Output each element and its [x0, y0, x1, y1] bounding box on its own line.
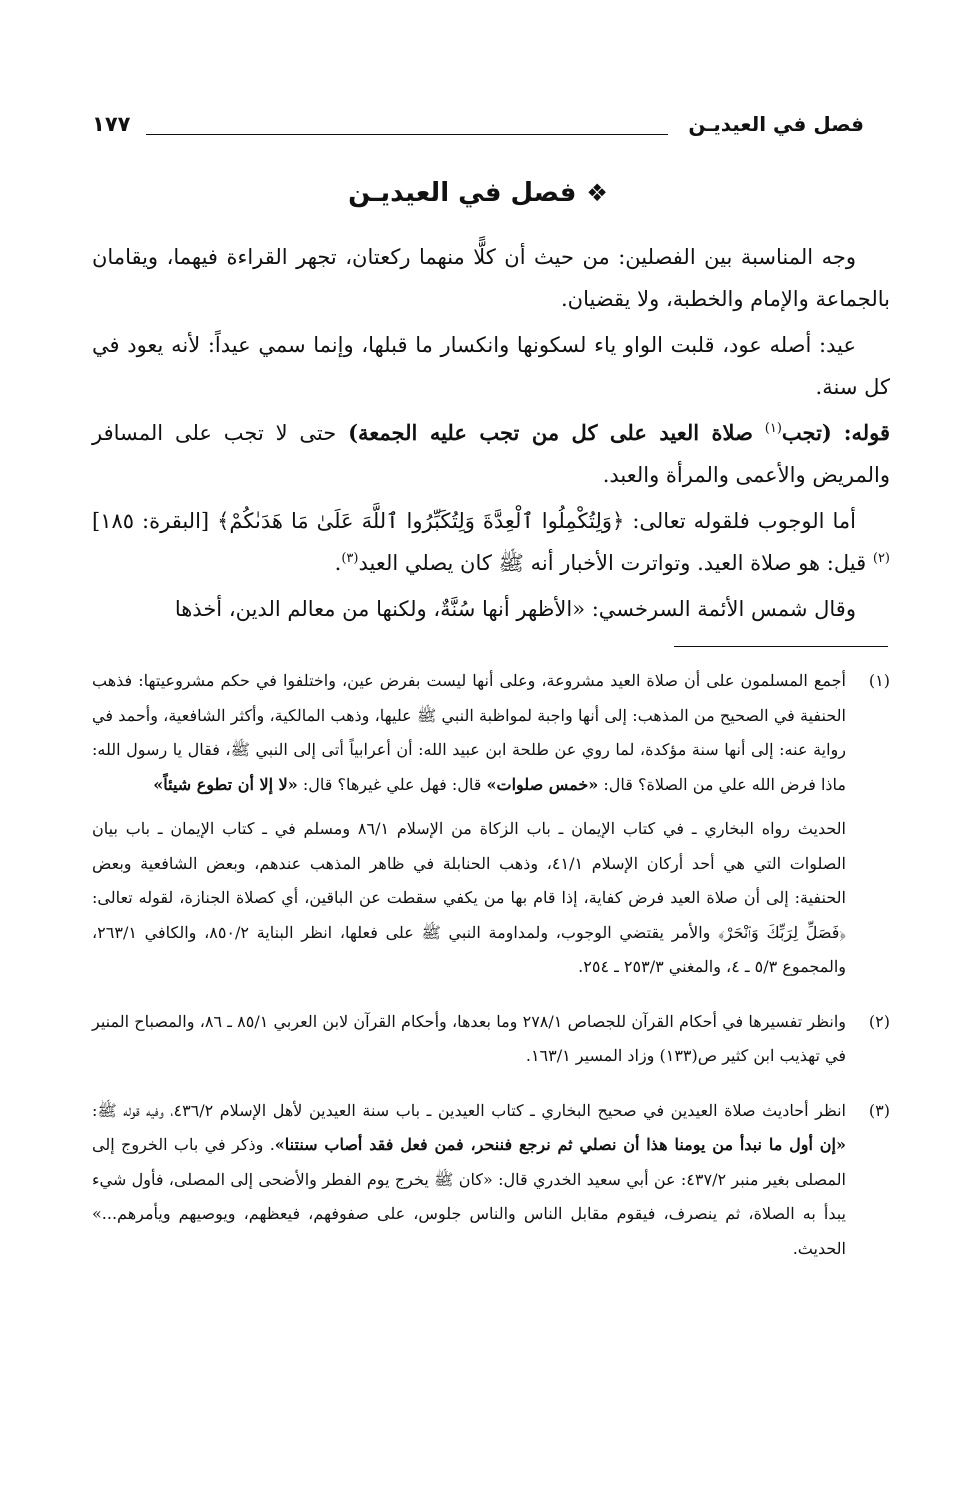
- footnotes: [92, 664, 890, 1286]
- section-title-text: فصل في العيديـن: [348, 178, 577, 208]
- header-rule: [146, 134, 668, 135]
- ornament-icon: ❖: [586, 179, 608, 207]
- verse-reference: [البقرة: ١٨٥]: [92, 509, 210, 533]
- footnote-1-paragraph-2: [92, 812, 846, 985]
- page-number: ١٧٧: [92, 112, 131, 136]
- section-title: [0, 178, 956, 208]
- paragraph-2: عيد: أصله عود، قلبت الواو ياء لسكونها وانكسار ما قبلها، وإنما سمي عيداً: لأنه يعود في كل سنة.: [92, 333, 890, 399]
- paragraph-4-mid: قيل: هو صلاة العيد. وتواترت الأخبار أنه ﷺ كان يصلي العيد: [358, 551, 867, 575]
- footnote-number: (٢): [868, 1011, 890, 1031]
- quran-verse: ﴿فَصَلِّ لِرَبِّكَ وَٱنْحَرْ﴾: [718, 922, 847, 942]
- footnote-ref-1: (١): [764, 421, 782, 436]
- running-title: فصل في العيديـن: [688, 112, 864, 136]
- paragraph-3-rest: حتى لا تجب على المسافر والمريض والأعمى والمرأة والعبد.: [92, 421, 890, 487]
- paragraph-1: وجه المناسبة بين الفصلين: من حيث أن كلًّا منهما ركعتان، تجهر القراءة فيهما، ويقامان بالجماعة والإمام والخطبة، ولا يقضيان.: [92, 245, 890, 311]
- matn-text: صلاة العيد على كل من تجب عليه الجمعة): [348, 420, 753, 445]
- footnote-text: . وذكر في باب الخروج إلى المصلى بغير منبر ٤٣٧/٢: عن أبي سعيد الخدري قال: «كان ﷺ يخرج يوم الفطر والأضحى إلى المصلى، فأول شيء يبدأ به الصلاة، ثم ينصرف، فيقوم مقابل الناس والناس جلوس، على صفوفهم، فيعظهم، ويوصيهم ويأمرهم...» الحديث.: [92, 1135, 846, 1258]
- paragraph-4-start: أما الوجوب فلقوله تعالى:: [632, 509, 856, 533]
- footnote-2: [92, 1005, 890, 1084]
- footnote-3: [92, 1094, 890, 1277]
- footnote-1-paragraph-1: [92, 664, 846, 802]
- quote-label: قوله:: [843, 420, 890, 445]
- footnote-3-text: [92, 1094, 846, 1267]
- footnote-2-text: وانظر تفسيرها في أحكام القرآن للجصاص ٢٧٨/١ وما بعدها، وأحكام القرآن لابن العربي ٨٥/١ ـ ٨٦، والمصباح المنير في تهذيب ابن كثير ص(١٣٣) وزاد المسير ١٦٣/١.: [92, 1011, 847, 1065]
- footnote-number: (٣): [868, 1100, 890, 1120]
- hadith-quote: «لا إلا أن تطوع شيئاً»: [153, 774, 298, 794]
- paragraph-4-end: .: [334, 551, 342, 575]
- matn-open: (تجب: [781, 420, 832, 445]
- footnote-1: [92, 664, 890, 995]
- footnote-number: (١): [868, 671, 890, 690]
- footnote-ref-3: (٣): [341, 551, 359, 566]
- hadith-quote: «خمس صلوات»: [486, 774, 599, 794]
- footnote-text: والأمر يقتضي الوجوب، ولمداومة النبي ﷺ على فعلها، انظر البناية ٨٥٠/٢، والكافي ٢٦٣/١، والمجموع ٥/٣ ـ ٤، والمغني ٢٥٣/٣ ـ ٢٥٤.: [92, 922, 846, 976]
- running-header: [92, 112, 864, 146]
- footnote-text: قال: فهل علي غيرها؟ قال:: [302, 774, 482, 794]
- paragraph-5: وقال شمس الأئمة السرخسي: «الأظهر أنها سُنَّةٌ، ولكنها من معالم الدين، أخذها: [174, 597, 856, 621]
- footnote-ref-2: (٢): [872, 551, 890, 566]
- hadith-quote: «إن أول ما نبدأ من يومنا هذا أن نصلي ثم نرجع فننحر، فمن فعل فقد أصاب سنتنا»: [274, 1135, 846, 1154]
- main-text: [92, 236, 890, 634]
- footnote-text: انظر أحاديث صلاة العيدين في صحيح البخاري ـ كتاب العيدين ـ باب سنة العيدين لأهل الإسلام ٤٣٦/٢، وفيه قوله ﷺ:: [92, 1100, 846, 1120]
- footnote-body: [92, 1005, 846, 1084]
- footnote-text: الحديث رواه البخاري ـ في كتاب الإيمان ـ باب الزكاة من الإسلام ٨٦/١ ومسلم في ـ كتاب الإيمان ـ باب بيان الصلوات التي هي أحد أركان الإسلام ٤١/١، وذهب الحنابلة في ظاهر المذهب عندهم، وبعض الشافعية وبعض الحنفية: إلى أن صلاة العيد فرض كفاية، إذا قام بها من يكفي سقطت عن الباقين، أي كصلاة الجنازة، لقوله تعالى:: [92, 819, 847, 907]
- quran-verse: ﴿وَلِتُكْمِلُوا ٱلْعِدَّةَ وَلِتُكَبِّرُوا ٱللَّهَ عَلَىٰ مَا هَدَىٰكُمْ﴾: [217, 509, 625, 533]
- paragraph-3: [92, 412, 890, 496]
- paragraph-4: [92, 500, 890, 584]
- footnote-text: أجمع المسلمون على أن صلاة العيد مشروعة، وعلى أنها ليست بفرض عين، واختلفوا في حكم مشروعيتها: فذهب الحنفية في الصحيح من المذهب: إلى أنها واجبة لمواظبة النبي ﷺ عليها، وذهب المالكية، وأكثر الشافعية، وأحمد في رواية عنه: إلى أنها سنة مؤكدة، لما روي عن طلحة ابن عبيد الله: أن أعرابياً أتى إلى النبي ﷺ، فقال يا رسول الله: ماذا فرض الله علي من الصلاة؟ قال:: [92, 671, 846, 794]
- footnote-body: [92, 1094, 846, 1277]
- footnote-rule: [674, 646, 888, 647]
- footnote-body: [92, 664, 846, 995]
